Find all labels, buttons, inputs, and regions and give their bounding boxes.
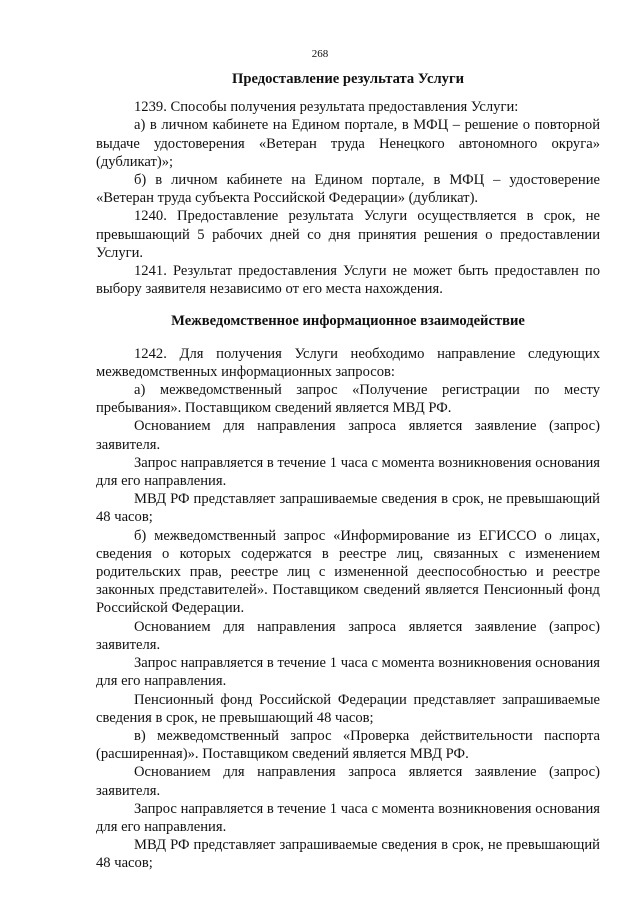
paragraph: 1242. Для получения Услуги необходимо направление следующих межведомственных информационных запросов:	[96, 345, 600, 380]
paragraph: Запрос направляется в течение 1 часа с момента возникновения основания для его направления.	[96, 800, 600, 835]
paragraph: Запрос направляется в течение 1 часа с момента возникновения основания для его направления.	[96, 454, 600, 490]
paragraph: 1241. Результат предоставления Услуги не может быть предоставлен по выбору заявителя независимо от его места нахождения.	[96, 263, 600, 298]
section-interaction-body	[96, 345, 600, 873]
page-content	[96, 70, 600, 873]
section-result-body	[96, 98, 600, 298]
paragraph: Основанием для направления запроса является заявление (запрос) заявителя.	[96, 764, 600, 799]
paragraph: Пенсионный фонд Российской Федерации представляет запрашиваемые сведения в срок, не превышающий 48 часов;	[96, 691, 600, 726]
section-heading-result: Предоставление результата Услуги	[232, 71, 464, 87]
paragraph: Основанием для направления запроса является заявление (запрос) заявителя.	[96, 418, 600, 453]
paragraph: Запрос направляется в течение 1 часа с момента возникновения основания для его направления.	[96, 655, 600, 690]
page-number: 268	[311, 48, 329, 60]
paragraph: в) межведомственный запрос «Проверка действительности паспорта (расширенная)». Поставщиком сведений является МВД РФ.	[96, 727, 600, 763]
paragraph: б) в личном кабинете на Едином портале, в МФЦ – удостоверение «Ветеран труда субъекта Российской Федерации» (дубликат).	[96, 172, 600, 207]
paragraph: а) в личном кабинете на Едином портале, в МФЦ – решение о повторной выдаче удостоверения «Ветеран труда Ненецкого автономного округа» (дубликат)»;	[96, 117, 600, 170]
section-heading-interaction: Межведомственное информационное взаимодействие	[171, 313, 525, 330]
paragraph: 1240. Предоставление результата Услуги осуществляется в срок, не превышающий 5 рабочих дней со дня принятия решения о предоставлении Услуги.	[96, 208, 600, 261]
paragraph: 1239. Способы получения результата предоставления Услуги:	[134, 99, 519, 116]
paragraph: МВД РФ представляет запрашиваемые сведения в срок, не превышающий 48 часов;	[96, 837, 600, 872]
paragraph: б) межведомственный запрос «Информирование из ЕГИССО о лицах, сведения о которых содержатся в реестре лиц, связанных с изменением родительских прав, реестре лиц с измененной дееспособностью и реестре законных представителей». Поставщиком сведений является Пенсионный фонд Российской Федерации.	[96, 527, 600, 617]
paragraph: а) межведомственный запрос «Получение регистрации по месту пребывания». Поставщиком сведений является МВД РФ.	[96, 382, 600, 417]
paragraph: Основанием для направления запроса является заявление (запрос) заявителя.	[96, 618, 600, 653]
paragraph: МВД РФ представляет запрашиваемые сведения в срок, не превышающий 48 часов;	[96, 491, 600, 526]
